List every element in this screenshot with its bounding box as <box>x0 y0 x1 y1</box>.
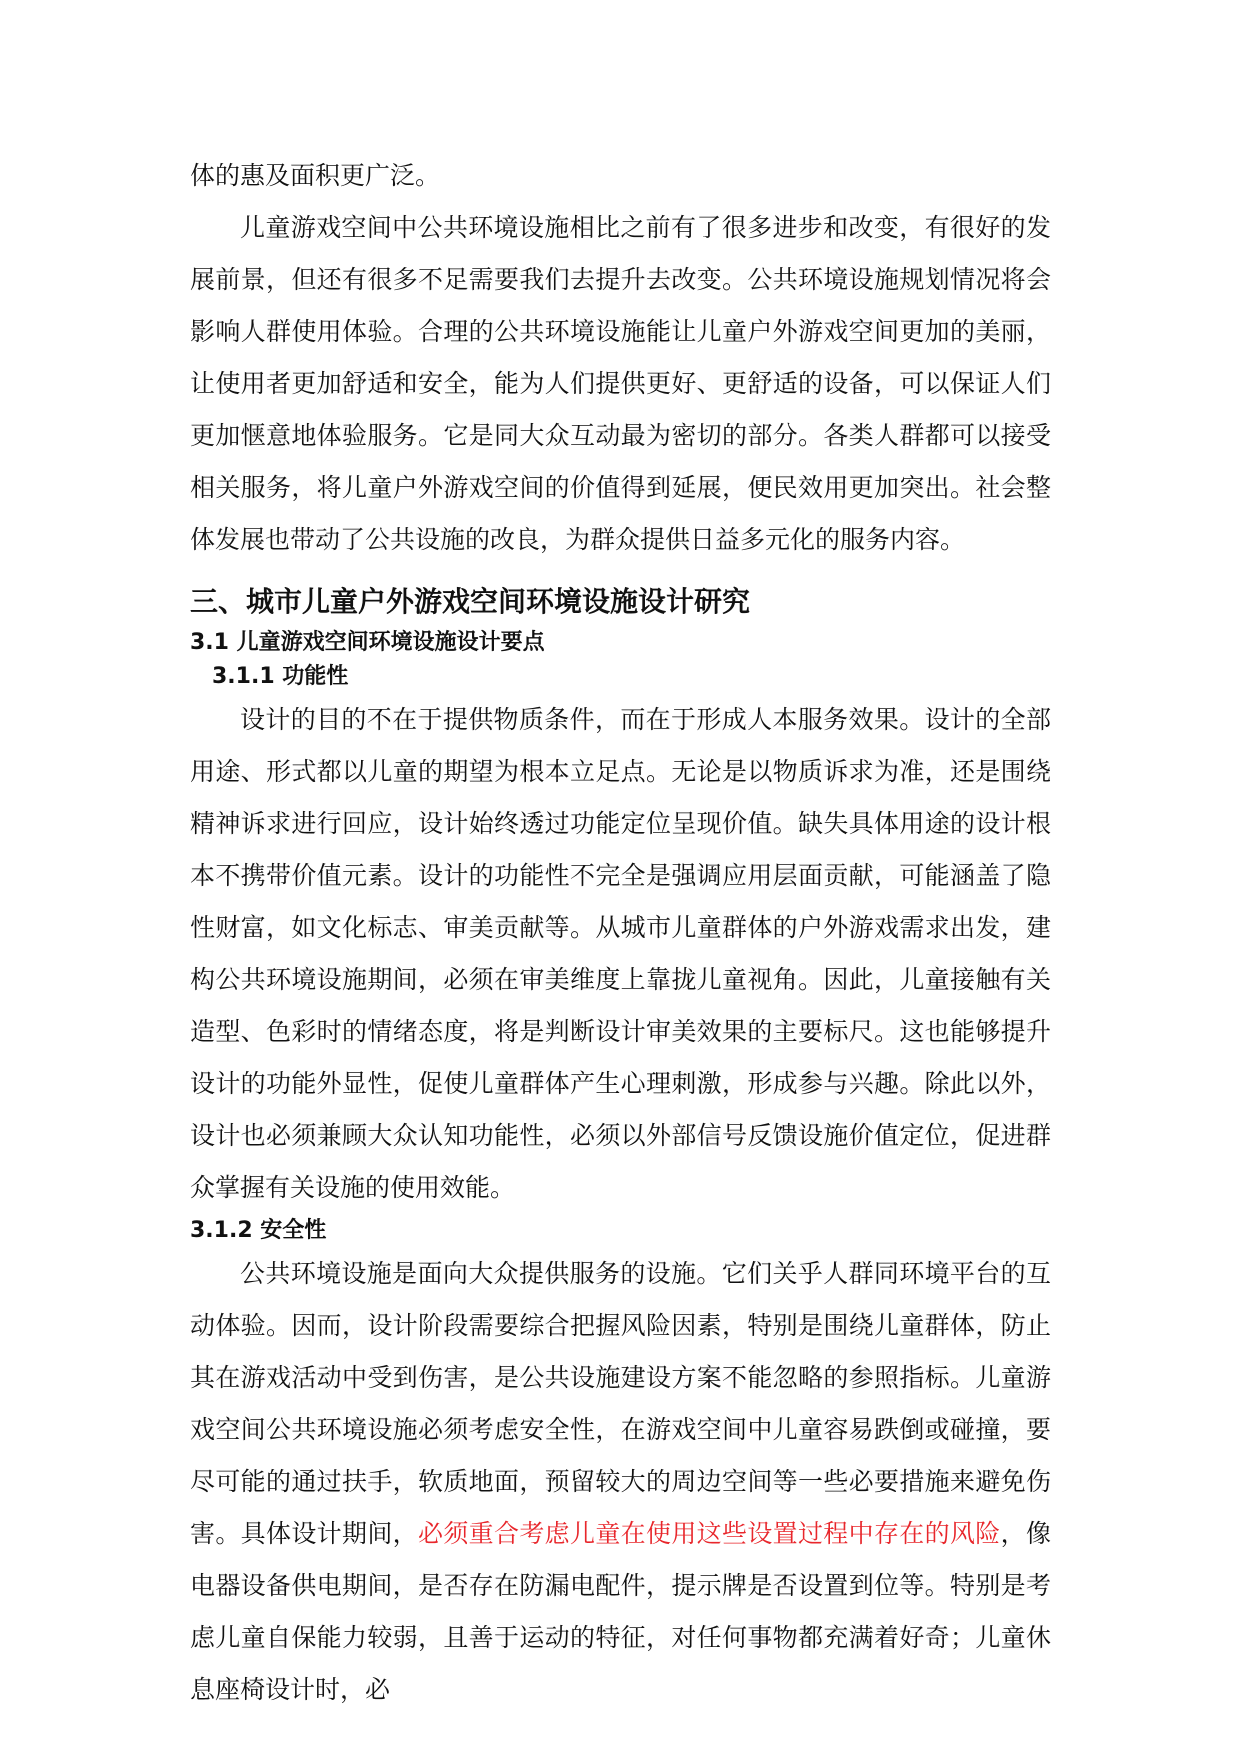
document-page <box>190 150 1051 1716</box>
subsection-heading-3-1-2: 3.1.2 安全性 <box>190 1218 327 1243</box>
subsection-heading-3-1-1: 3.1.1 功能性 <box>212 664 349 689</box>
paragraph-functionality: 设计的目的不在于提供物质条件，而在于形成人本服务效果。设计的全部用途、形式都以儿童的期望为根本立足点。无论是以物质诉求为准，还是围绕精神诉求进行回应，设计始终透过功能定位呈现价值。缺失具体用途的设计根本不携带价值元素。设计的功能性不完全是强调应用层面贡献，可能涵盖了隐性财富，如文化标志、审美贡献等。从城市儿童群体的户外游戏需求出发，建构公共环境设施期间，必须在审美维度上靠拢儿童视角。因此，儿童接触有关造型、色彩时的情绪态度，将是判断设计审美效果的主要标尺。这也能够提升设计的功能外显性，促使儿童群体产生心理刺激，形成参与兴趣。除此以外，设计也必须兼顾大众认知功能性，必须以外部信号反馈设施价值定位，促进群众掌握有关设施的使用效能。 <box>190 705 1051 1202</box>
safety-text-start: 公共环境设施是面向大众提供服务的设施。它们关乎人群同环境平台的互动体验。因而，设计阶段需要综合把握风险因素，特别是围绕儿童群体，防止其在游戏活动中受到伤害，是公共设施建设方案不能忽略的参照指标。儿童游戏空间公共环境设施必须考虑安全性，在游戏空间中儿童容易跌倒或碰撞，要尽可能的通过扶手，软质地面，预留较大的周边空间等一些必要措施来避免伤害。具体设计期间， <box>190 1259 1051 1548</box>
section-heading-3: 三、城市儿童户外游戏空间环境设施设计研究 <box>190 585 751 618</box>
paragraph-continuation: 体的惠及面积更广泛。 <box>190 161 441 190</box>
paragraph-facilities-overview: 儿童游戏空间中公共环境设施相比之前有了很多进步和改变，有很好的发展前景，但还有很多不足需要我们去提升去改变。公共环境设施规划情况将会影响人群使用体验。合理的公共环境设施能让儿童户外游戏空间更加的美丽，让使用者更加舒适和安全，能为人们提供更好、更舒适的设备，可以保证人们更加惬意地体验服务。它是同大众互动最为密切的部分。各类人群都可以接受相关服务，将儿童户外游戏空间的价值得到延展，便民效用更加突出。社会整体发展也带动了公共设施的改良，为群众提供日益多元化的服务内容。 <box>190 213 1051 554</box>
safety-text-end: ，像电器设备供电期间，是否存在防漏电配件，提示牌是否设置到位等。特别是考虑儿童自保能力较弱，且善于运动的特征，对任何事物都充满着好奇；儿童休息座椅设计时，必 <box>190 1519 1051 1704</box>
paragraph-safety <box>190 1248 1051 1716</box>
subsection-heading-3-1: 3.1 儿童游戏空间环境设施设计要点 <box>190 630 545 655</box>
highlighted-text: 必须重合考虑儿童在使用这些设置过程中存在的风险 <box>418 1519 1001 1548</box>
